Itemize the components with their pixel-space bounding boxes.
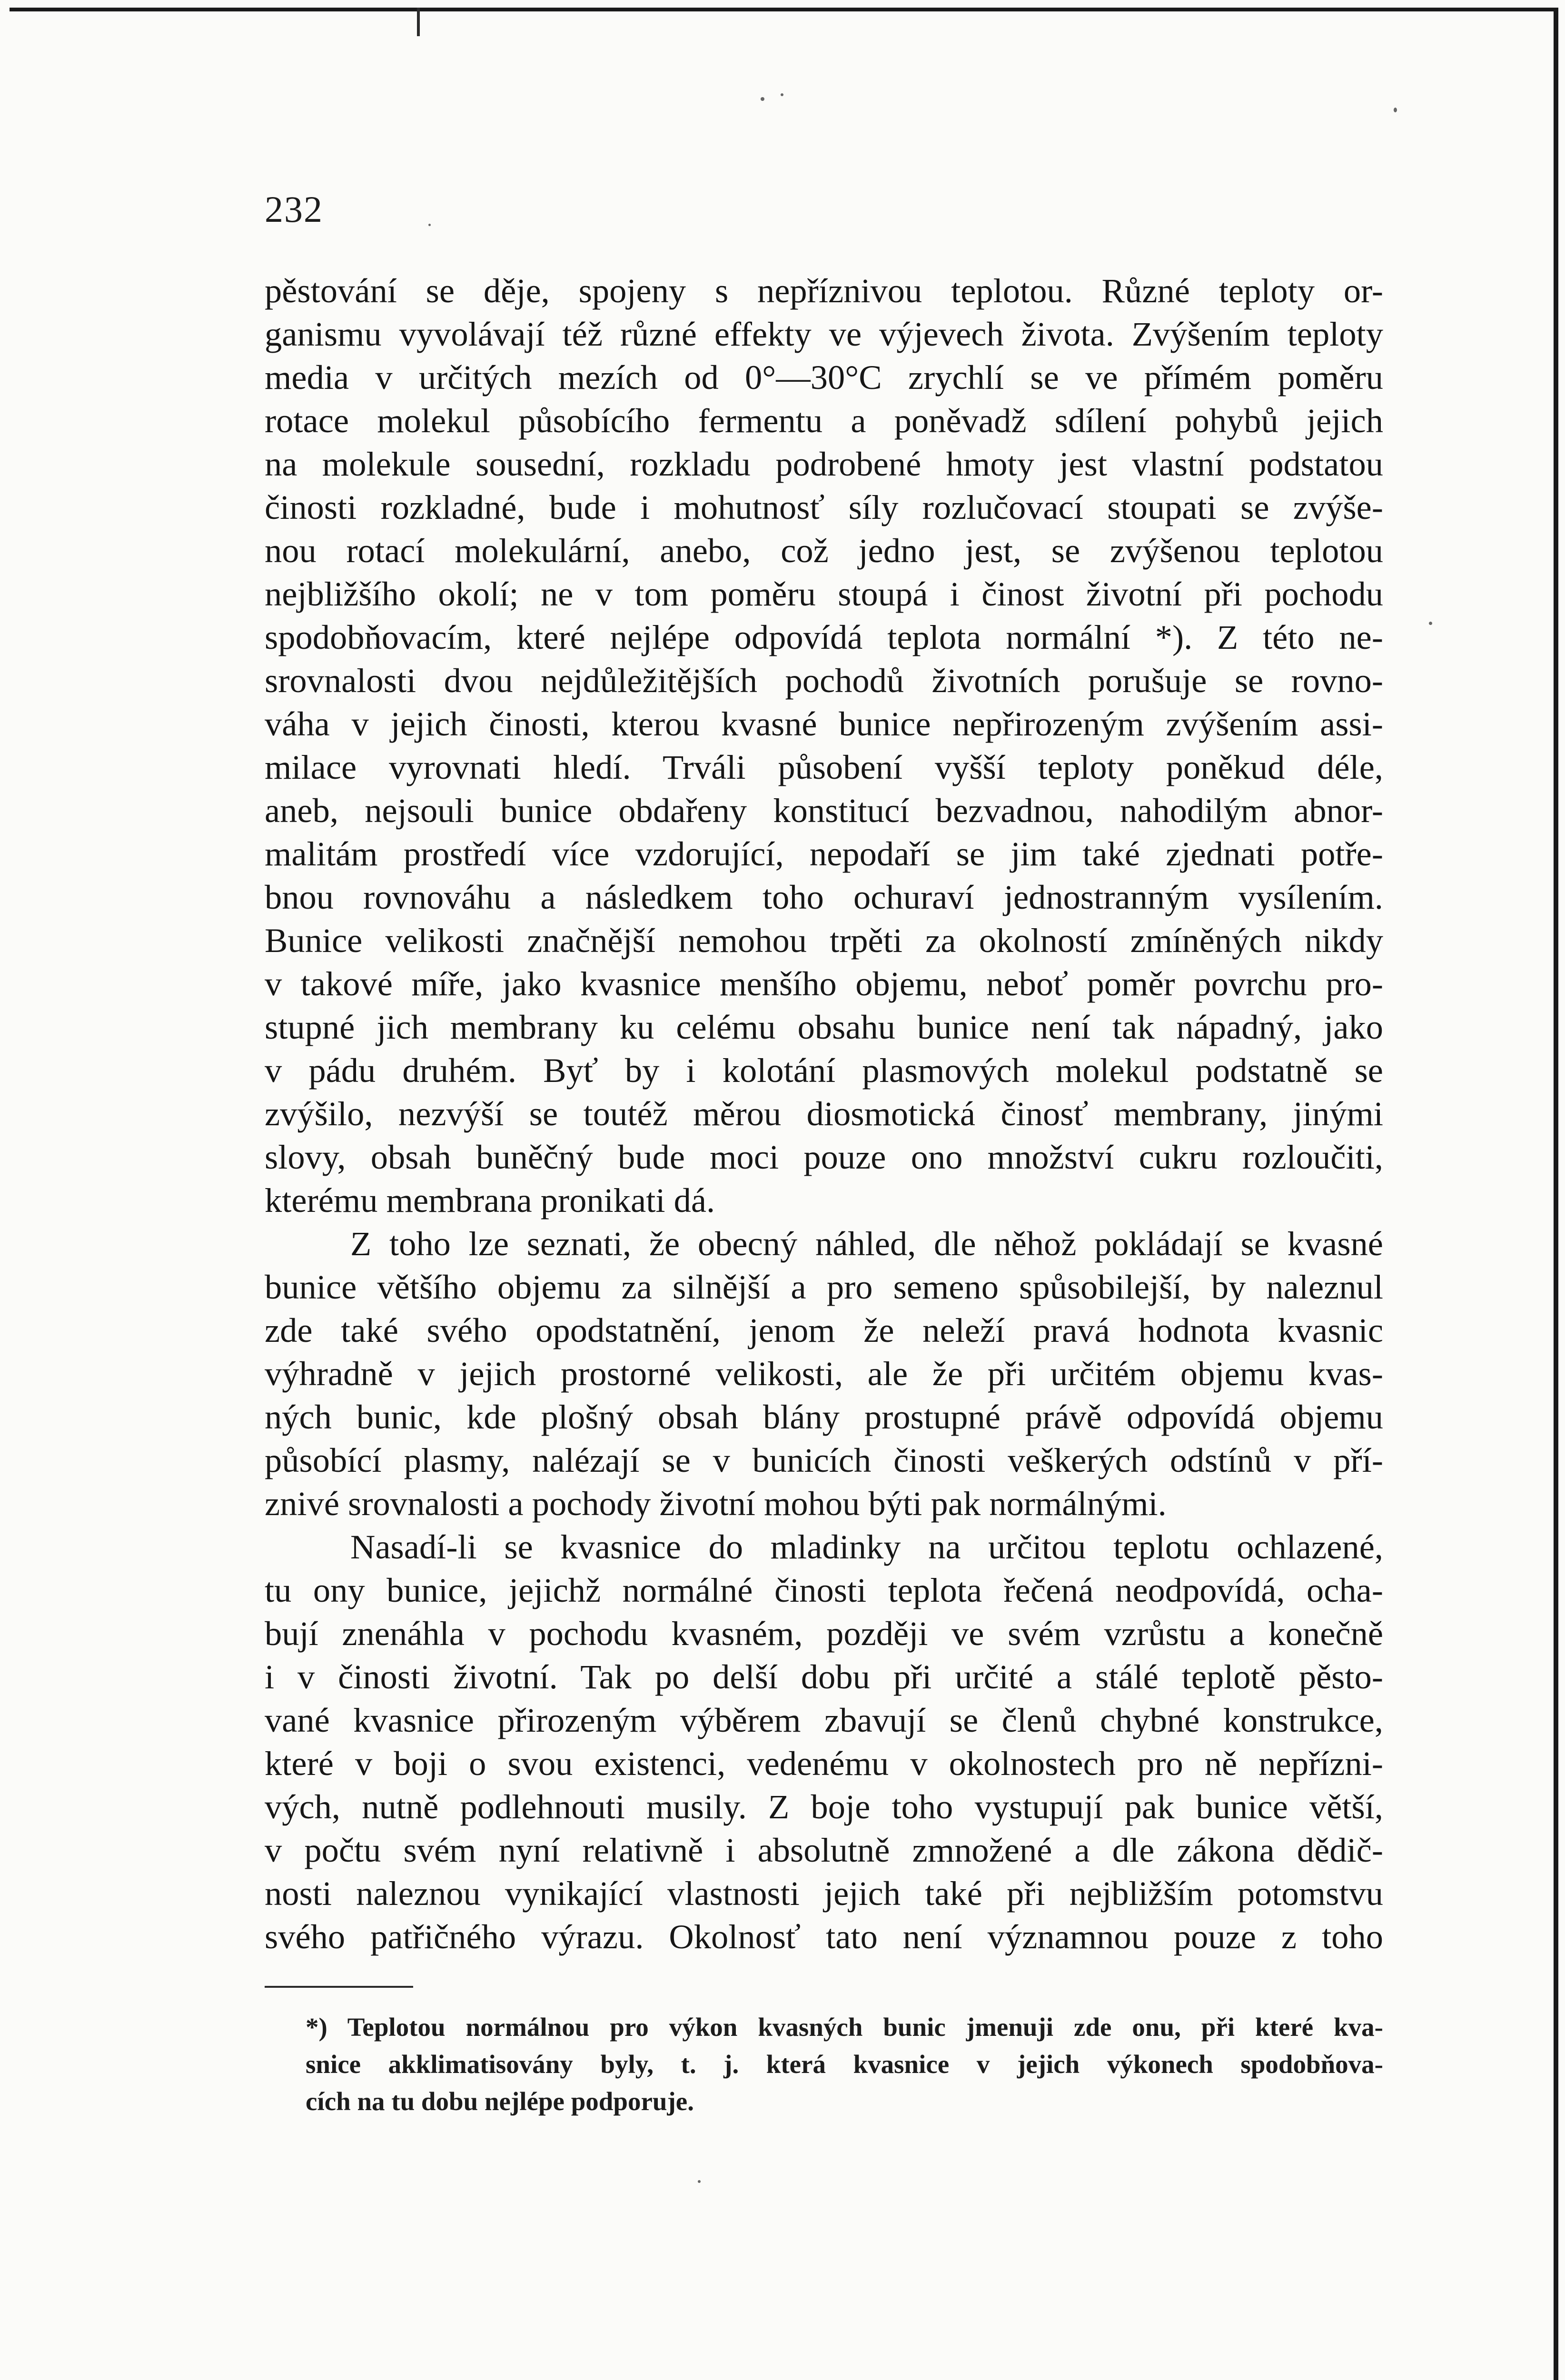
text-line: zvýšilo, nezvýší se toutéž měrou diosmotická činosť membrany, jinými bbox=[265, 1094, 1383, 1133]
paragraph-start-line: Nasadí-li se kvasnice do mladinky na určitou teplotu ochlazené, bbox=[350, 1527, 1383, 1566]
scan-frame-right-edge bbox=[1554, 8, 1558, 2380]
scan-speck bbox=[781, 93, 783, 96]
text-line: nejbližšího okolí; ne v tom poměru stoupá i činost životní při pochodu bbox=[265, 575, 1383, 613]
text-line: slovy, obsah buněčný bude moci pouze ono množství cukru rozloučiti, bbox=[265, 1138, 1383, 1176]
scan-speck bbox=[761, 97, 764, 101]
footnote-divider bbox=[265, 1986, 413, 1988]
text-line: srovnalosti dvou nejdůležitějších pochodů životních porušuje se rovno- bbox=[265, 661, 1383, 700]
text-line: vané kvasnice přirozeným výběrem zbavují se členů chybné konstrukce, bbox=[265, 1701, 1383, 1739]
text-line: váha v jejich činosti, kterou kvasné bunice nepřirozeným zvýšením assi- bbox=[265, 704, 1383, 743]
body-text bbox=[265, 269, 1383, 1958]
footnote-line: snice akklimatisovány byly, t. j. která kvasnice v jejich výkonech spodobňova- bbox=[306, 2050, 1383, 2079]
text-line: pěstování se děje, spojeny s nepříznivou teplotou. Různé teploty or- bbox=[265, 271, 1383, 310]
text-line: nou rotací molekulární, anebo, což jedno jest, se zvýšenou teplotou bbox=[265, 531, 1383, 570]
page-number: 232 bbox=[265, 188, 323, 230]
text-line: media v určitých mezích od 0°—30°C zrychlí se ve přímém poměru bbox=[265, 358, 1383, 397]
text-line: milace vyrovnati hledí. Trváli působení vyšší teploty poněkud déle, bbox=[265, 748, 1383, 786]
text-line: vých, nutně podlehnouti musily. Z boje toho vystupují pak bunice větší, bbox=[265, 1787, 1383, 1826]
text-line: působící plasmy, nalézají se v bunicích činosti veškerých odstínů v pří- bbox=[265, 1441, 1383, 1479]
text-line: ganismu vyvolávají též různé effekty ve výjevech života. Zvýšením teploty bbox=[265, 315, 1383, 353]
text-line: které v boji o svou existenci, vedenému v okolnostech pro ně nepřízni- bbox=[265, 1744, 1383, 1783]
scan-speck bbox=[428, 224, 431, 226]
footnote-line: cích na tu dobu nejlépe podporuje. bbox=[306, 2087, 694, 2116]
text-line: bují znenáhla v pochodu kvasném, později ve svém vzrůstu a konečně bbox=[265, 1614, 1383, 1653]
text-line: svého patřičného výrazu. Okolnosť tato není významnou pouze z toho bbox=[265, 1917, 1383, 1956]
paragraph-end-line: kterému membrana pronikati dá. bbox=[265, 1181, 715, 1220]
scan-speck bbox=[1429, 622, 1432, 625]
text-line: v pádu druhém. Byť by i kolotání plasmových molekul podstatně se bbox=[265, 1051, 1383, 1090]
text-line: v takové míře, jako kvasnice menšího objemu, neboť poměr povrchu pro- bbox=[265, 964, 1383, 1003]
text-line: na molekule sousední, rozkladu podrobené hmoty jest vlastní podstatou bbox=[265, 445, 1383, 483]
paragraph-end-line: znivé srovnalosti a pochody životní mohou býti pak normálnými. bbox=[265, 1484, 1167, 1523]
scan-speck bbox=[698, 2180, 701, 2183]
scan-speck bbox=[1394, 108, 1397, 112]
footnote bbox=[306, 2009, 1383, 2120]
text-line: činosti rozkladné, bude i mohutnosť síly rozlučovací stoupati se zvýše- bbox=[265, 488, 1383, 526]
text-line: ných bunic, kde plošný obsah blány prostupné právě odpovídá objemu bbox=[265, 1398, 1383, 1436]
footnote-line: *) Teplotou normálnou pro výkon kvasných bunic jmenuji zde onu, při které kva- bbox=[306, 2013, 1383, 2042]
text-line: rotace molekul působícího fermentu a poněvadž sdílení pohybů jejich bbox=[265, 401, 1383, 440]
text-line: stupné jich membrany ku celému obsahu bunice není tak nápadný, jako bbox=[265, 1008, 1383, 1046]
text-line: bunice většího objemu za silnější a pro semeno spůsobilejší, by naleznul bbox=[265, 1268, 1383, 1306]
text-line: nosti naleznou vynikající vlastnosti jejich také při nejbližším potomstvu bbox=[265, 1874, 1383, 1913]
text-line: bnou rovnováhu a následkem toho ochuraví jednostranným vysílením. bbox=[265, 878, 1383, 916]
text-line: malitám prostředí více vzdorující, nepodaří se jim také zjednati potře- bbox=[265, 834, 1383, 873]
text-line: aneb, nejsouli bunice obdařeny konstitucí bezvadnou, nahodilým abnor- bbox=[265, 791, 1383, 830]
scan-frame-mark bbox=[417, 8, 420, 36]
text-line: spodobňovacím, které nejlépe odpovídá teplota normální *). Z této ne- bbox=[265, 618, 1383, 656]
scan-frame-top-edge bbox=[10, 8, 1554, 11]
text-line: zde také svého opodstatnění, jenom že neleží pravá hodnota kvasnic bbox=[265, 1311, 1383, 1349]
text-line: výhradně v jejich prostorné velikosti, ale že při určitém objemu kvas- bbox=[265, 1354, 1383, 1393]
paragraph-start-line: Z toho lze seznati, že obecný náhled, dle něhož pokládají se kvasné bbox=[350, 1224, 1383, 1263]
text-line: tu ony bunice, jejichž normálné činosti teplota řečená neodpovídá, ocha- bbox=[265, 1571, 1383, 1609]
text-line: i v činosti životní. Tak po delší dobu při určité a stálé teplotě pěsto- bbox=[265, 1657, 1383, 1696]
text-line: v počtu svém nyní relativně i absolutně zmnožené a dle zákona dědič- bbox=[265, 1831, 1383, 1869]
text-line: Bunice velikosti značnější nemohou trpěti za okolností zmíněných nikdy bbox=[265, 921, 1383, 960]
